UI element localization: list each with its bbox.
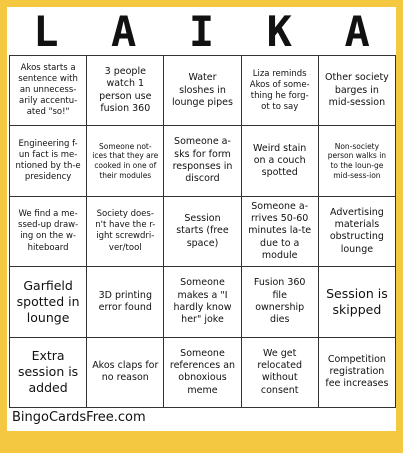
bingo-cell[interactable]: Extra session is added: [10, 338, 87, 408]
bingo-cell[interactable]: Water sloshes in lounge pipes: [164, 56, 241, 126]
bingo-cell[interactable]: Session is skipped: [319, 267, 396, 337]
bingo-cell[interactable]: Garfield spotted in lounge: [10, 267, 87, 337]
footer-site-name: BingoCardsFree.com: [12, 410, 146, 425]
bingo-cell[interactable]: Engineering f-un fact is me-ntioned by th-e presidency: [10, 126, 87, 196]
bingo-cell[interactable]: Advertising materials obstructing lounge: [319, 197, 396, 267]
bingo-cell[interactable]: Weird stain on a couch spotted: [242, 126, 319, 196]
bingo-card: [7, 7, 396, 431]
bingo-cell[interactable]: Akos starts a sentence with an unnecess-arily accentu-ated "so!": [10, 56, 87, 126]
bingo-cell[interactable]: Non-society person walks in to the loun-ge mid-sess-ion: [319, 126, 396, 196]
bingo-cell[interactable]: Fusion 360 file ownership dies: [242, 267, 319, 337]
bingo-cell[interactable]: 3D printing error found: [87, 267, 164, 337]
title-letter-a: A: [111, 6, 137, 56]
title-letter-l: L: [33, 6, 59, 56]
bingo-cell[interactable]: Someone references an obnoxious meme: [164, 338, 241, 408]
bingo-cell[interactable]: Someone a-rrives 50-60 minutes la-te due to a module: [242, 197, 319, 267]
bingo-cell[interactable]: We get relocated without consent: [242, 338, 319, 408]
title-letter-k: K: [266, 6, 292, 56]
bingo-cell[interactable]: Liza reminds Akos of some-thing he forg-ot to say: [242, 56, 319, 126]
bingo-cell[interactable]: Someone a-sks for form responses in discord: [164, 126, 241, 196]
bingo-grid: [9, 55, 396, 408]
bingo-cell[interactable]: Society does-n't have the r-ight screwdri-ver/tool: [87, 197, 164, 267]
bingo-cell[interactable]: Someone not-ices that they are cooked in one of their modules: [87, 126, 164, 196]
bingo-cell[interactable]: Other society barges in mid-session: [319, 56, 396, 126]
bingo-cell[interactable]: We find a me-ssed-up draw-ing on the w-hiteboard: [10, 197, 87, 267]
bingo-cell[interactable]: 3 people watch 1 person use fusion 360: [87, 56, 164, 126]
bingo-cell[interactable]: Competition registration fee increases: [319, 338, 396, 408]
bingo-cell[interactable]: Akos claps for no reason: [87, 338, 164, 408]
title-letter-i: I: [188, 6, 215, 56]
bingo-cell[interactable]: Someone makes a "I hardly know her" joke: [164, 267, 241, 337]
title-letter-a2: A: [344, 6, 370, 56]
card-title: [7, 7, 396, 55]
bingo-cell-free-space[interactable]: Session starts (free space): [164, 197, 241, 267]
